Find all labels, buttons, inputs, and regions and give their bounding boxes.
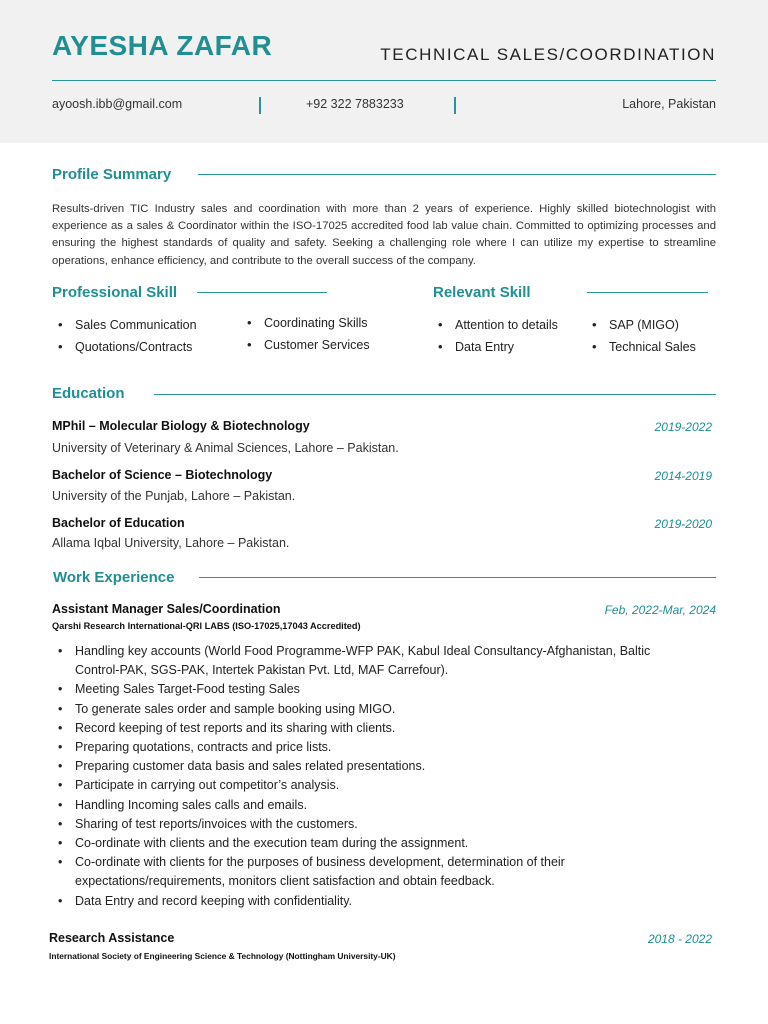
header-band	[0, 0, 768, 143]
job-role: Research Assistance	[49, 931, 175, 945]
skill-item: • Coordinating Skills	[247, 315, 368, 330]
skill-item: • Quotations/Contracts	[58, 339, 192, 354]
section-divider	[199, 577, 716, 578]
institution-name: University of Veterinary & Animal Sciences, Lahore – Pakistan.	[52, 441, 399, 455]
skill-item: • Technical Sales	[592, 339, 696, 354]
job-dates: 2018 - 2022	[647, 932, 712, 946]
duty-item: • Co-ordinate with clients and the execution team during the assignment.	[58, 834, 668, 853]
degree-title: Bachelor of Science – Biotechnology	[52, 468, 273, 482]
phone-number[interactable]: +92 322 7883233	[306, 97, 404, 111]
duty-item: • Co-ordinate with clients for the purposes of business development, determination of their expectations/requirements, monitors client satisfaction and obtain feedback.	[58, 853, 668, 891]
professional-skill-heading: Professional Skill	[52, 284, 178, 301]
candidate-name: AYESHA ZAFAR	[52, 30, 273, 61]
email-address[interactable]: ayoosh.ibb@gmail.com	[52, 97, 183, 111]
skill-item: • SAP (MIGO)	[592, 317, 679, 332]
duty-item: • Sharing of test reports/invoices with the customers.	[58, 815, 668, 834]
duty-item: • Preparing quotations, contracts and price lists.	[58, 738, 668, 757]
work-experience-heading: Work Experience	[53, 569, 175, 586]
skill-item: • Customer Services	[247, 337, 370, 352]
job-title: TECHNICAL SALES/COORDINATION	[380, 45, 716, 64]
section-divider	[154, 394, 716, 395]
degree-title: Bachelor of Education	[52, 516, 185, 530]
section-divider	[587, 292, 708, 293]
institution-name: Allama Iqbal University, Lahore – Pakistan.	[52, 536, 290, 550]
relevant-skill-heading: Relevant Skill	[433, 284, 531, 301]
duty-item: • Meeting Sales Target-Food testing Sales	[58, 680, 668, 699]
duty-item: • Data Entry and record keeping with confidentiality.	[58, 892, 668, 911]
header-divider	[52, 80, 716, 81]
job-duties-list	[58, 642, 668, 911]
duty-item: • Record keeping of test reports and its sharing with clients.	[58, 719, 668, 738]
profile-summary-text: Results-driven TIC Industry sales and coordination with more than 2 years of experience. Highly skilled biotechnologist with experience as a sales & Coordinator within the ISO-17025 accredited food lab value chain. Committed to optimizing processes and ensuring the highest standards of quality and safety. Seeking a challenging role where I can utilize my expertise to streamline operations, enhance efficiency, and contribute to the overall success of the company.	[52, 203, 716, 267]
duty-item: • Handling key accounts (World Food Programme-WFP PAK, Kabul Ideal Consultancy-Afghanistan, Baltic Control-PAK, SGS-PAK, Intertek Pakistan Pvt. Ltd, MAF Carrefour).	[58, 642, 668, 680]
section-divider	[198, 174, 716, 175]
skill-item: • Data Entry	[438, 339, 514, 354]
job-role: Assistant Manager Sales/Coordination	[52, 602, 281, 616]
job-organization: Qarshi Research International-QRI LABS (ISO-17025,17043 Accredited)	[52, 621, 361, 631]
duty-item: • Preparing customer data basis and sales related presentations.	[58, 757, 668, 776]
degree-title: MPhil – Molecular Biology & Biotechnology	[52, 419, 310, 433]
institution-name: University of the Punjab, Lahore – Pakistan.	[52, 489, 296, 503]
education-dates: 2019-2022	[654, 420, 712, 434]
duty-item: • Handling Incoming sales calls and emails.	[58, 796, 668, 815]
location: Lahore, Pakistan	[622, 97, 716, 111]
duty-item: • To generate sales order and sample booking using MIGO.	[58, 700, 668, 719]
education-heading: Education	[52, 385, 125, 402]
education-dates: 2019-2020	[654, 517, 712, 531]
education-dates: 2014-2019	[654, 469, 712, 483]
contact-separator	[259, 97, 261, 114]
profile-summary-heading: Profile Summary	[52, 166, 172, 183]
job-dates: Feb, 2022-Mar, 2024	[604, 603, 716, 617]
skill-item: • Attention to details	[438, 317, 558, 332]
contact-separator	[454, 97, 456, 114]
skill-item: • Sales Communication	[58, 317, 197, 332]
job-organization: International Society of Engineering Science & Technology (Nottingham University-UK)	[49, 951, 396, 961]
section-divider	[197, 292, 327, 293]
duty-item: • Participate in carrying out competitor’s analysis.	[58, 776, 668, 795]
